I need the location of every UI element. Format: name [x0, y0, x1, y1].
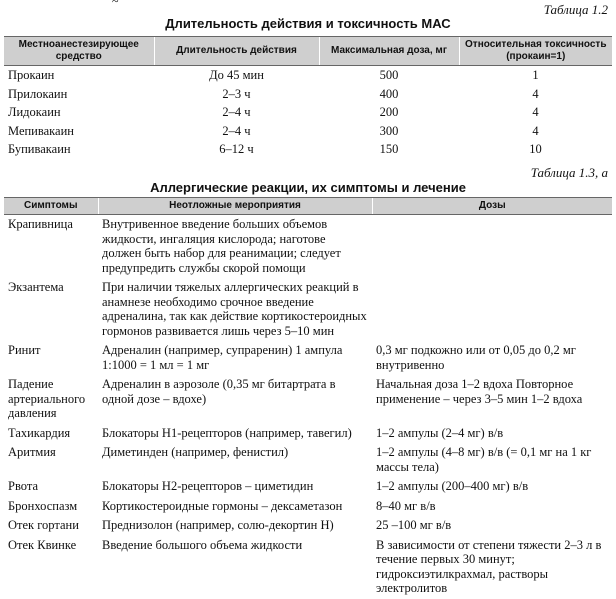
symptom-cell: Аритмия — [8, 445, 56, 459]
symptom-cell: Отек Квинке — [8, 537, 77, 552]
drug-name-cell: Мепивакаин — [8, 123, 74, 138]
dose-cell: В зависимости от степени тяжести 2–3 л в течение первых 30 минут; гидроксиэтилкрахмал, растворы электролитов — [376, 537, 602, 595]
dose-cell: Начальная доза 1–2 вдоха Повторное применение – через 3–5 мин 1–2 вдоха — [376, 377, 583, 406]
measures-cell: Введение большого объема жидкости — [102, 537, 303, 552]
measures-cell: Блокаторы H2-рецепторов – циметидин — [102, 479, 314, 493]
drug-name-cell: Лидокаин — [8, 105, 61, 119]
table-row — [4, 66, 612, 85]
max-dose-cell: 500 — [379, 68, 399, 82]
drug-name-cell: Прокаин — [8, 68, 55, 82]
symptom-cell: Бронхоспазм — [8, 498, 78, 513]
table-row — [4, 278, 612, 341]
table-title: Аллергические реакции, их симптомы и лечение — [150, 180, 466, 195]
table-row — [4, 516, 612, 536]
toxicity-cell: 10 — [529, 142, 542, 156]
toxicity-cell: 1 — [532, 68, 539, 82]
dose-cell: 8–40 мг в/в — [376, 498, 436, 513]
table-row — [4, 341, 612, 375]
column-header: Относительная токсичность (прокаин=1) — [459, 37, 612, 66]
table-row — [4, 536, 612, 599]
table-number-label: Таблица 1.3, а — [530, 165, 608, 180]
dose-cell: 0,3 мг подкожно или от 0,05 до 0,2 мг внутривенно — [376, 343, 576, 372]
max-dose-cell: 400 — [379, 86, 399, 101]
duration-toxicity-table — [4, 36, 612, 159]
duration-cell: До 45 мин — [209, 68, 264, 82]
measures-cell: Адреналин в аэрозоле (0,35 мг битартрата в одной дозе – вдохе) — [102, 377, 336, 406]
dose-cell: 1–2 ампулы (2–4 мг) в/в — [376, 425, 504, 440]
table-row — [4, 215, 612, 279]
measures-cell: Преднизолон (например, солю-декортин Н) — [102, 518, 334, 532]
symptom-cell: Экзантема — [8, 280, 64, 294]
table-row — [4, 140, 612, 159]
table-row — [4, 103, 612, 122]
duration-cell: 2–4 ч — [222, 123, 251, 138]
toxicity-cell: 4 — [532, 123, 539, 138]
drug-name-cell: Прилокаин — [8, 86, 68, 101]
table-row — [4, 424, 612, 444]
allergic-reactions-table — [4, 197, 612, 599]
table-row — [4, 85, 612, 104]
column-header: Дозы — [372, 198, 612, 215]
dose-cell: 25 –100 мг в/в — [376, 518, 452, 532]
duration-cell: 2–4 ч — [222, 105, 251, 119]
table-row — [4, 375, 612, 424]
table-row — [4, 122, 612, 141]
table-row — [4, 497, 612, 517]
symptom-cell: Ринит — [8, 343, 41, 357]
column-header: Местноанестезирующее средство — [4, 37, 154, 66]
duration-cell: 2–3 ч — [222, 86, 251, 101]
dose-cell — [372, 215, 612, 279]
measures-cell: Диметинден (например, фенистил) — [102, 445, 289, 459]
symptom-cell: Отек гортани — [8, 518, 79, 532]
max-dose-cell: 200 — [379, 105, 399, 119]
measures-cell: При наличии тяжелых аллергических реакций в анамнезе необходимо срочное введение адреналина, так как действие кортикостероидных гормонов развивается лишь через 5–10 мин — [102, 280, 367, 338]
toxicity-cell: 4 — [532, 105, 539, 119]
table-row — [4, 477, 612, 497]
dose-cell: 1–2 ампулы (4–8 мг) в/в (= 0,1 мг на 1 кг массы тела) — [376, 445, 592, 474]
table-header-row — [4, 37, 612, 66]
page-top-mark: ~ — [112, 0, 119, 8]
column-header: Симптомы — [4, 198, 98, 215]
column-header: Неотложные мероприятия — [98, 198, 372, 215]
symptom-cell: Тахикардия — [8, 425, 71, 440]
toxicity-cell: 4 — [532, 86, 539, 101]
drug-name-cell: Бупивакаин — [8, 142, 71, 156]
dose-cell — [372, 278, 612, 341]
measures-cell: Кортикостероидные гормоны – дексаметазон — [102, 498, 343, 513]
measures-cell: Адреналин (например, супраренин) 1 ампула 1:1000 = 1 мл = 1 мг — [102, 343, 343, 372]
max-dose-cell: 300 — [379, 123, 399, 138]
dose-cell: 1–2 ампулы (200–400 мг) в/в — [376, 479, 529, 493]
table-header-row — [4, 198, 612, 215]
symptom-cell: Рвота — [8, 479, 39, 493]
table-row — [4, 443, 612, 477]
measures-cell: Внутривенное введение больших объемов жидкости, ингаляция кислорода; наготове должен быть набор для реанимации; следует предупредить службы скорой помощи — [102, 217, 341, 275]
duration-cell: 6–12 ч — [219, 142, 254, 156]
max-dose-cell: 150 — [379, 142, 399, 156]
measures-cell: Блокаторы H1-рецепторов (например, тавегил) — [102, 425, 352, 440]
symptom-cell: Падение артериального давления — [8, 377, 86, 420]
symptom-cell: Крапивница — [8, 217, 73, 231]
column-header: Максимальная доза, мг — [319, 37, 459, 66]
table-title: Длительность действия и токсичность МАС — [165, 16, 451, 31]
column-header: Длительность действия — [154, 37, 319, 66]
table-number-label: Таблица 1.2 — [543, 2, 608, 17]
